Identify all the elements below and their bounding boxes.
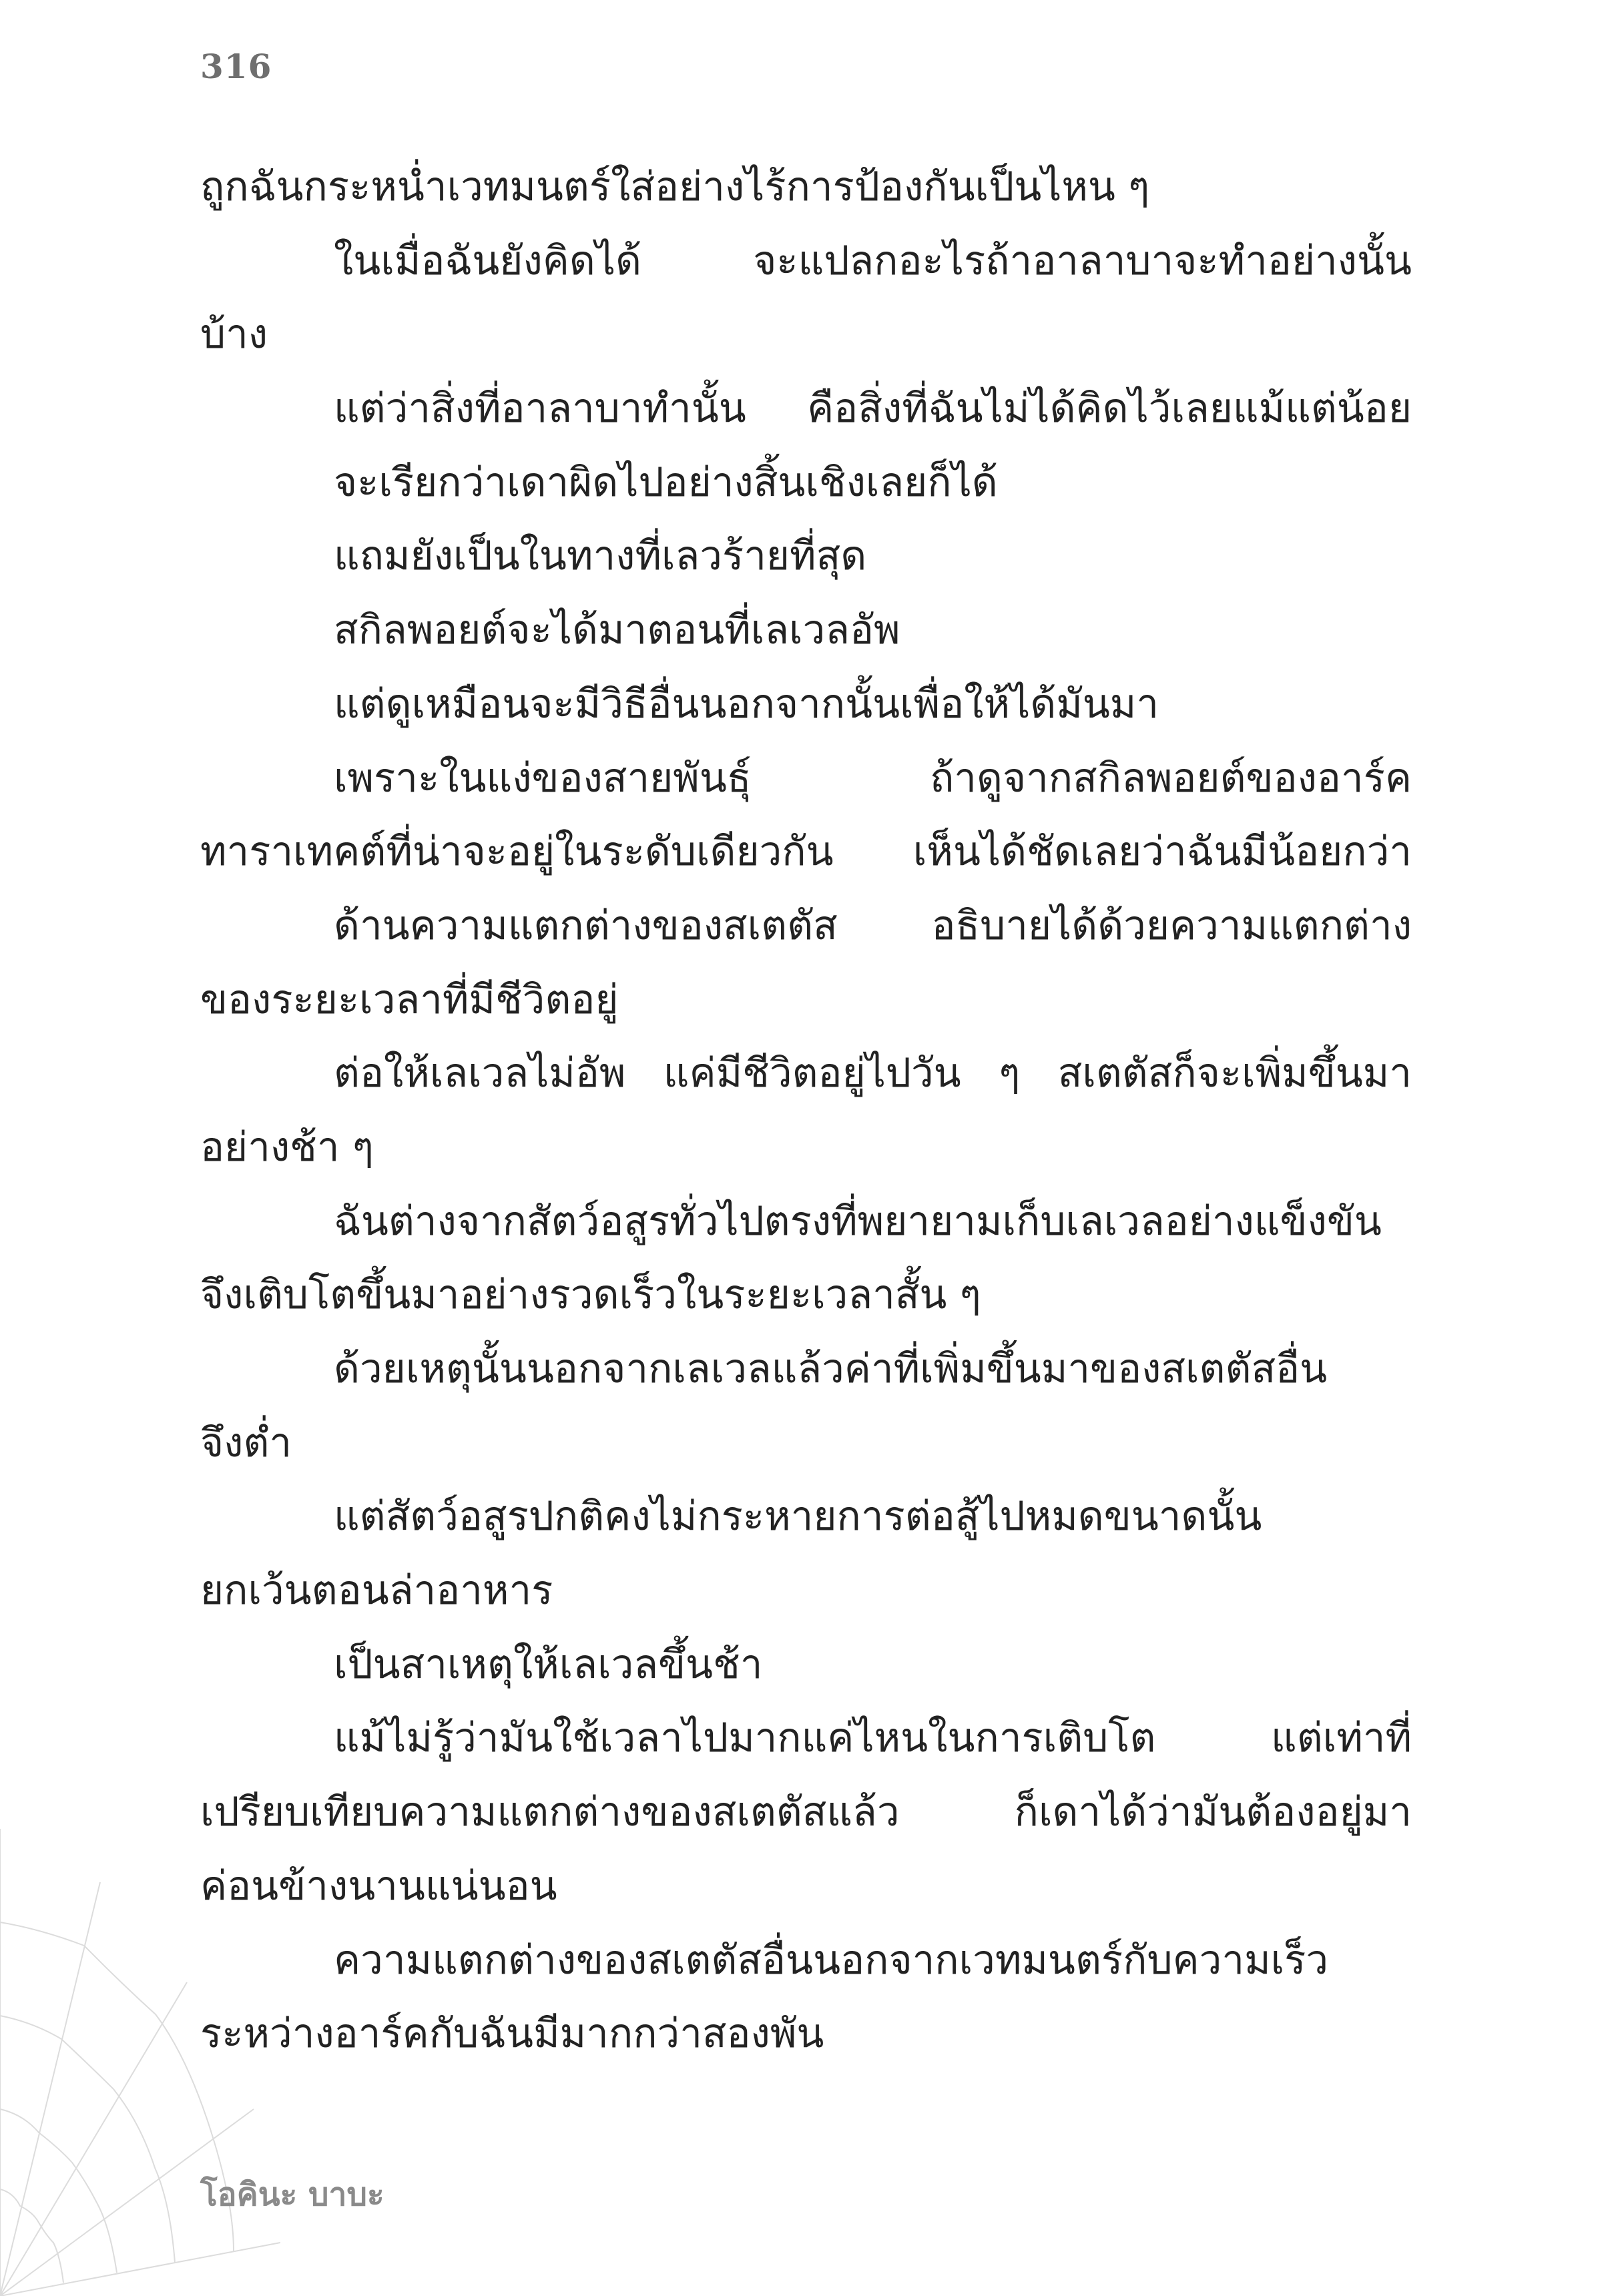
text-line: ระหว่างอาร์คกับฉันมีมากกว่าสองพัน (200, 2010, 824, 2058)
text-line: แต่ว่าสิ่งที่อาลาบาทำนั้น คือสิ่งที่ฉันไม่ได้คิดไว้เลยแม้แต่น้อย (334, 385, 1412, 433)
text-line: ของระยะเวลาที่มีชีวิตอยู่ (200, 976, 619, 1023)
text-line: แถมยังเป็นในทางที่เลวร้ายที่สุด (334, 533, 867, 580)
text-line: เปรียบเทียบความแตกต่างของสเตตัสแล้ว ก็เดาได้ว่ามันต้องอยู่มา (200, 1789, 1412, 1836)
text-line: อย่างช้า ๆ (200, 1123, 374, 1171)
text-line: ถูกฉันกระหน่ำเวทมนตร์ใส่อย่างไร้การป้องกันเป็นไหน ๆ (200, 164, 1150, 210)
spider-web-decoration (0, 1829, 280, 2296)
text-line: แต่ดูเหมือนจะมีวิธีอื่นนอกจากนั้นเพื่อให้ได้มันมา (334, 680, 1159, 728)
text-line: เป็นสาเหตุให้เลเวลขึ้นช้า (334, 1641, 763, 1688)
text-line: แม้ไม่รู้ว่ามันใช้เวลาไปมากแค่ไหนในการเติบโต แต่เท่าที่ (334, 1715, 1412, 1762)
text-line: จึงเติบโตขึ้นมาอย่างรวดเร็วในระยะเวลาสั้น ๆ (200, 1271, 981, 1319)
text-line: เพราะในแง่ของสายพันธุ์ ถ้าดูจากสกิลพอยต์ของอาร์ค (334, 754, 1412, 802)
text-line: ด้านความแตกต่างของสเตตัส อธิบายได้ด้วยความแตกต่าง (334, 902, 1412, 949)
text-line: ด้วยเหตุนั้นนอกจากเลเวลแล้วค่าที่เพิ่มขึ้นมาของสเตตัสอื่น (334, 1346, 1328, 1392)
text-line: ค่อนข้างนานแน่นอน (200, 1862, 557, 1910)
text-line: ในเมื่อฉันยังคิดได้ จะแปลกอะไรถ้าอาลาบาจะทำอย่างนั้น (334, 237, 1412, 284)
body-text (200, 150, 1412, 2071)
text-line: ทาราเทคต์ที่น่าจะอยู่ในระดับเดียวกัน เห็นได้ชัดเลยว่าฉันมีน้อยกว่า (200, 828, 1412, 876)
text-line: จึงต่ำ (200, 1419, 292, 1466)
text-line: บ้าง (200, 311, 268, 358)
page-number: 316 (200, 47, 272, 86)
text-line: ฉันต่างจากสัตว์อสูรทั่วไปตรงที่พยายามเก็บเลเวลอย่างแข็งขัน (334, 1197, 1382, 1245)
text-line: สกิลพอยต์จะได้มาตอนที่เลเวลอัพ (334, 607, 900, 654)
text-line: ยกเว้นตอนล่าอาหาร (200, 1567, 553, 1615)
text-line: แต่สัตว์อสูรปกติคงไม่กระหายการต่อสู้ไปหมดขนาดนั้น (334, 1493, 1262, 1540)
text-line: ความแตกต่างของสเตตัสอื่นนอกจากเวทมนตร์กับความเร็ว (334, 1936, 1329, 1984)
footer-author: โอคินะ บาบะ (200, 2176, 384, 2213)
text-line: จะเรียกว่าเดาผิดไปอย่างสิ้นเชิงเลยก็ได้ (334, 459, 998, 506)
text-line: ต่อให้เลเวลไม่อัพ แค่มีชีวิตอยู่ไปวัน ๆ สเตตัสก็จะเพิ่มขึ้นมา (334, 1050, 1412, 1097)
